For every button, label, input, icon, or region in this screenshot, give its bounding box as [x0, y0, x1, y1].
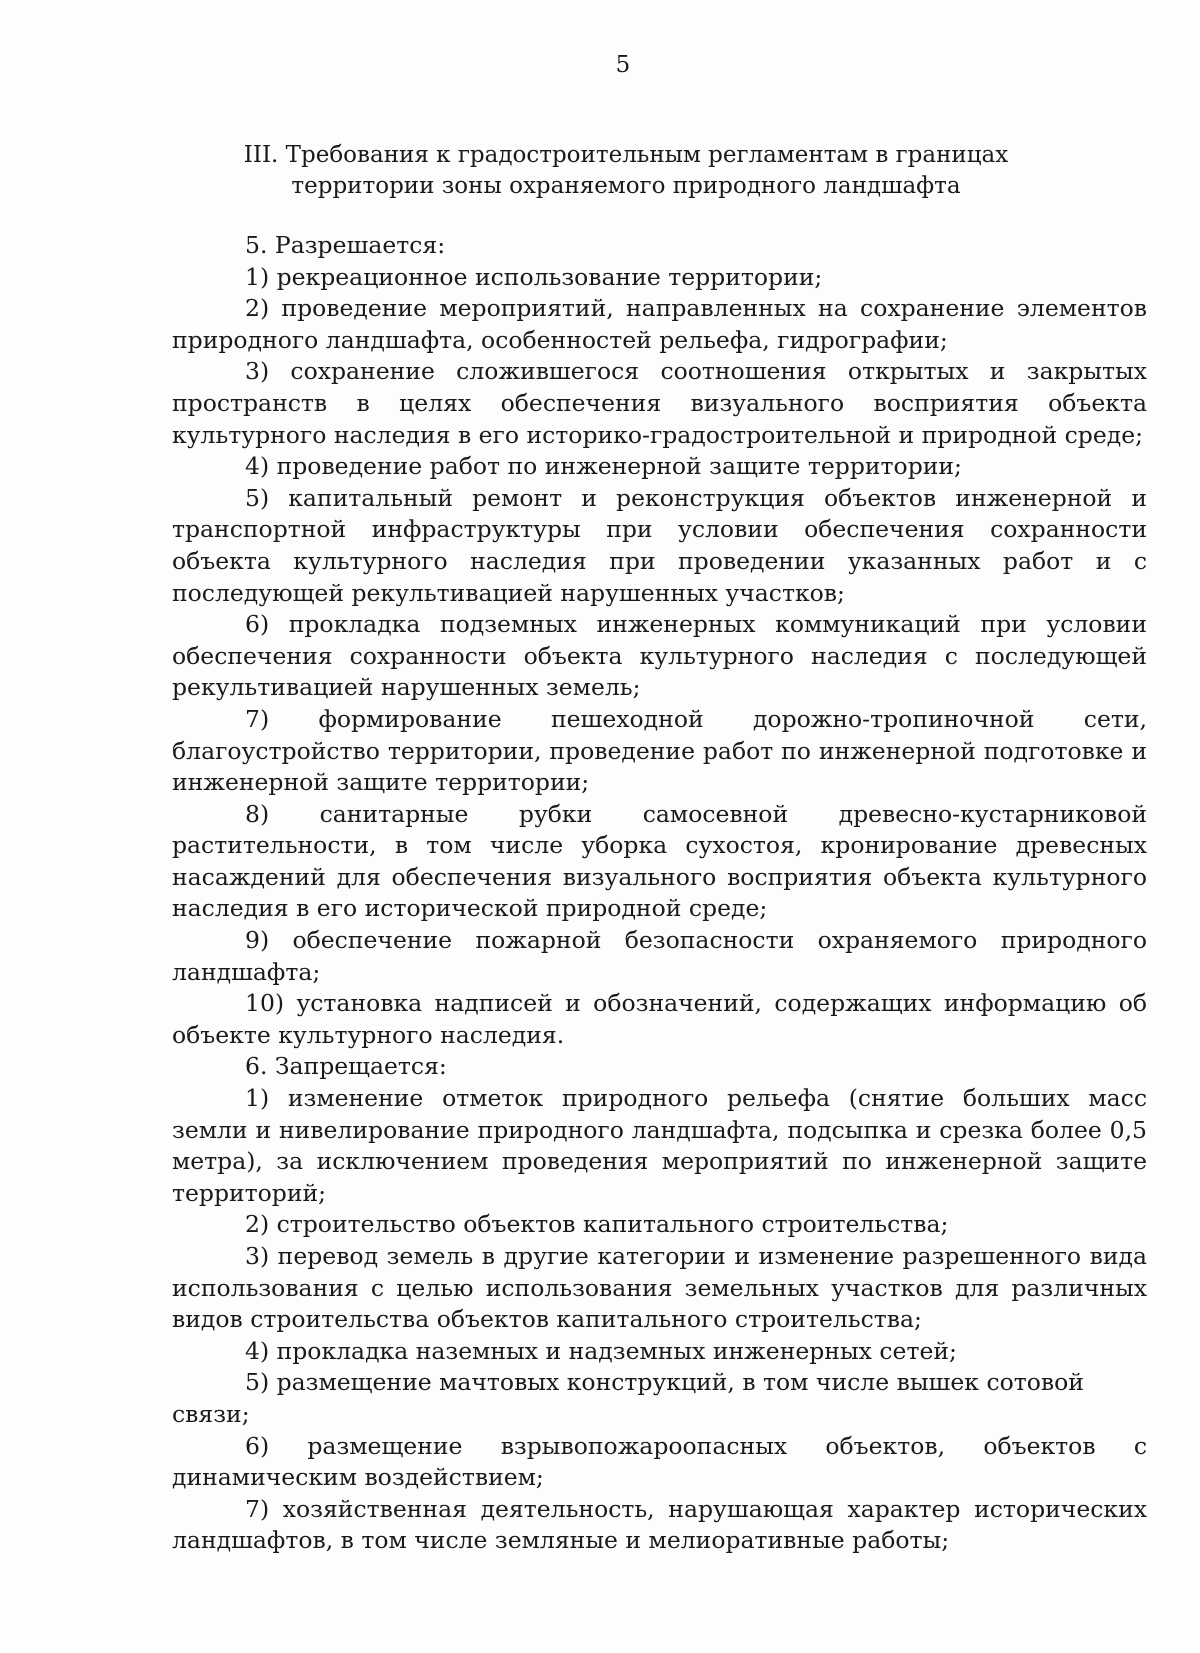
prohibited-item-3: 3) перевод земель в другие категории и изменение разрешенного вида использования с целью использования земельных участков для различных видов строительства объектов капитального строительства;: [172, 1242, 1147, 1334]
allowed-item-9: 9) обеспечение пожарной безопасности охраняемого природного ландшафта;: [172, 926, 1147, 986]
allowed-item-1: 1) рекреационное использование территории;: [245, 262, 823, 291]
prohibited-item-2: 2) строительство объектов капитального строительства;: [245, 1210, 949, 1239]
section-5-title: 5. Разрешается:: [245, 231, 446, 259]
allowed-item-4: 4) проведение работ по инженерной защите территории;: [245, 452, 962, 481]
prohibited-item-6: 6) размещение взрывопожароопасных объектов, объектов с динамическим воздействием;: [172, 1431, 1147, 1492]
allowed-item-6: 6) прокладка подземных инженерных коммуникаций при условии обеспечения сохранности объекта культурного наследия с последующей рекультивацией нарушенных земель;: [172, 610, 1147, 702]
prohibited-item-5: 5) размещение мачтовых конструкций, в том числе вышек сотовой связи;: [172, 1368, 1084, 1428]
prohibited-item-7: 7) хозяйственная деятельность, нарушающая характер исторических ландшафтов, в том числе земляные и мелиоративные работы;: [172, 1494, 1147, 1555]
prohibited-item-1: 1) изменение отметок природного рельефа (снятие больших масс земли и нивелирование природного ландшафта, подсыпка и срезка более 0,5 метра), за исключением проведения мероприятий по инженерной защите территорий;: [172, 1084, 1147, 1207]
allowed-item-7: 7) формирование пешеходной дорожно-тропиночной сети, благоустройство территории, проведение работ по инженерной подготовке и инженерной защите территории;: [172, 704, 1147, 797]
section-6-title: 6. Запрещается:: [245, 1052, 447, 1081]
prohibited-item-4: 4) прокладка наземных и надземных инженерных сетей;: [245, 1336, 957, 1365]
page-number: 5: [615, 52, 631, 78]
section-heading: [222, 140, 1030, 202]
section-heading-line-1: III. Требования к градостроительным регламентам в границах: [243, 142, 1009, 168]
allowed-item-2: 2) проведение мероприятий, направленных на сохранение элементов природного ландшафта, особенностей рельефа, гидрографии;: [172, 294, 1147, 354]
allowed-item-10: 10) установка надписей и обозначений, содержащих информацию об объекте культурного наследия.: [172, 989, 1147, 1049]
allowed-item-3: 3) сохранение сложившегося соотношения открытых и закрытых пространств в целях обеспечения визуального восприятия объекта культурного наследия в его историко-градостроительной и природной среде;: [172, 357, 1147, 449]
section-heading-line-2: территории зоны охраняемого природного ландшафта: [291, 173, 961, 199]
document-body: [172, 230, 1147, 1557]
allowed-item-8: 8) санитарные рубки самосевной древесно-кустарниковой растительности, в том числе уборка сухостоя, кронирование древесных насаждений для обеспечения визуального восприятия объекта культурного наследия в его исторической природной среде;: [172, 799, 1147, 923]
allowed-item-5: 5) капитальный ремонт и реконструкция объектов инженерной и транспортной инфраструктуры при условии обеспечения сохранности объекта культурного наследия при проведении указанных работ и с последующей рекультивацией нарушенных участков;: [172, 483, 1147, 607]
